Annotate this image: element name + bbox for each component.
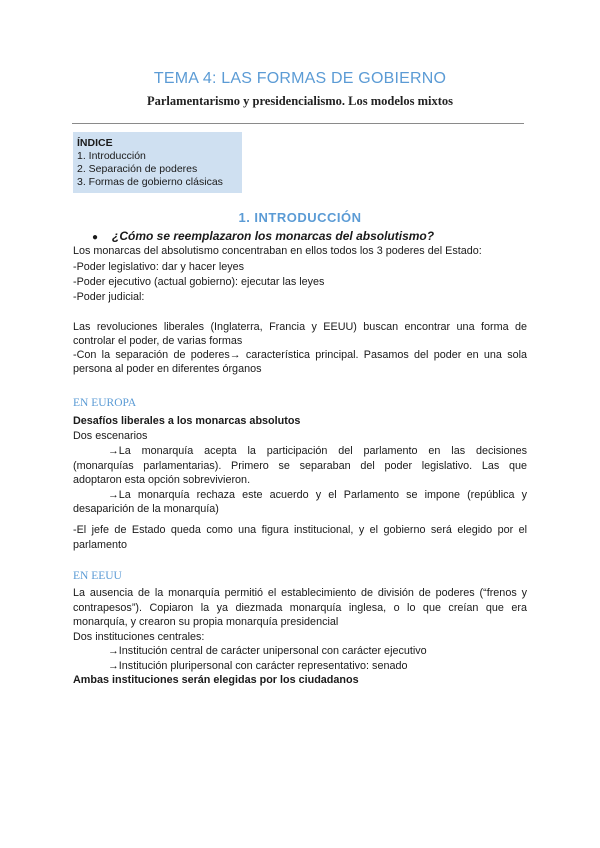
paragraph-line: -Con la separación de poderes→ característica principal. Pasamos del poder en una sola bbox=[73, 349, 527, 361]
question-line bbox=[92, 229, 434, 243]
bold-title: Desafíos liberales a los monarcas absolutos bbox=[73, 415, 301, 427]
paragraph-line: →Institución central de carácter unipersonal con carácter ejecutivo bbox=[108, 645, 427, 657]
paragraph-line: persona al poder en diferentes órganos bbox=[73, 363, 262, 375]
index-box bbox=[73, 132, 242, 193]
subheading-europa: EN EUROPA bbox=[73, 397, 137, 409]
paragraph-line: →La monarquía acepta la participación del parlamento en las decisiones bbox=[108, 445, 527, 457]
bold-conclusion: Ambas instituciones serán elegidas por los ciudadanos bbox=[73, 674, 359, 686]
index-heading: ÍNDICE bbox=[77, 137, 113, 149]
paragraph-line: →Institución pluripersonal con carácter representativo: senado bbox=[108, 660, 408, 672]
section-heading-introduccion: 1. INTRODUCCIÓN bbox=[238, 210, 362, 225]
paragraph-line: -El jefe de Estado queda como una figura institucional, y el gobierno será elegido por el bbox=[73, 524, 527, 536]
paragraph-line: -Poder ejecutivo (actual gobierno): ejecutar las leyes bbox=[73, 276, 325, 288]
paragraph-line: Dos instituciones centrales: bbox=[73, 631, 205, 643]
document-title: TEMA 4: LAS FORMAS DE GOBIERNO bbox=[153, 70, 447, 87]
subheading-eeuu: EN EEUU bbox=[73, 570, 122, 582]
paragraph-line: adoptaron esta opción sobrevivieron. bbox=[73, 474, 251, 486]
index-item: 3. Formas de gobierno clásicas bbox=[77, 176, 223, 188]
header-divider bbox=[72, 123, 524, 124]
paragraph-line: (monarquías parlamentarias). Primero se separaban del poder legislativo. Las que bbox=[73, 460, 527, 472]
paragraph-line: -Poder judicial: bbox=[73, 291, 145, 303]
paragraph-line: controlar el poder, de varias formas bbox=[73, 335, 243, 347]
paragraph-line: monarquía, y crearon su propia monarquía presidencial bbox=[73, 616, 339, 628]
paragraph-line: Los monarcas del absolutismo concentraban en ellos todos los 3 poderes del Estado: bbox=[73, 245, 482, 257]
paragraph-line: Las revoluciones liberales (Inglaterra, Francia y EEUU) buscan encontrar una forma de bbox=[73, 321, 527, 333]
paragraph-line: La ausencia de la monarquía permitió el establecimiento de división de poderes (“frenos y bbox=[73, 587, 527, 599]
paragraph-line: Dos escenarios bbox=[73, 430, 148, 442]
bullet-icon: ● bbox=[92, 232, 99, 243]
index-item: 2. Separación de poderes bbox=[77, 163, 198, 175]
document-subtitle: Parlamentarismo y presidencialismo. Los modelos mixtos bbox=[147, 94, 453, 108]
question-text: ¿Cómo se reemplazaron los monarcas del absolutismo? bbox=[112, 229, 435, 243]
paragraph-line: →La monarquía rechaza este acuerdo y el Parlamento se impone (república y bbox=[108, 489, 527, 501]
paragraph-line: desaparición de la monarquía) bbox=[73, 503, 219, 515]
index-item: 1. Introducción bbox=[77, 150, 146, 162]
paragraph-line: parlamento bbox=[73, 539, 128, 551]
paragraph-line: -Poder legislativo: dar y hacer leyes bbox=[73, 261, 245, 273]
paragraph-line: contrapesos”). Copiaron la ya diezmada monarquía inglesa, o lo que creían que era bbox=[73, 602, 527, 614]
